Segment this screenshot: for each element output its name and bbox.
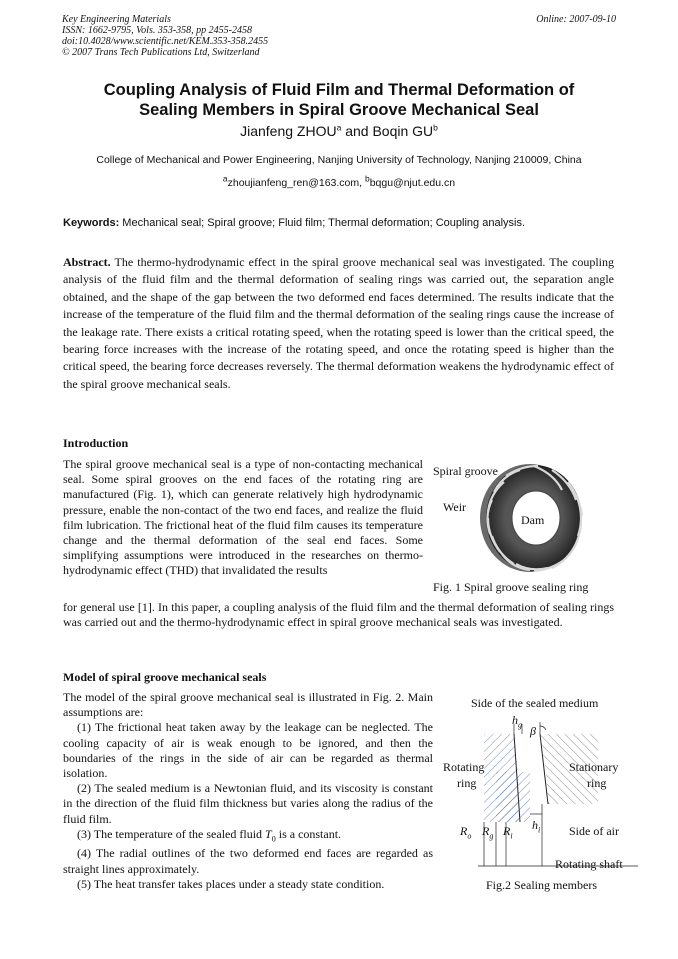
- paper-title: [0, 80, 678, 120]
- author-2: Boqin GU: [372, 123, 434, 139]
- model-paragraph-intro: The model of the spiral groove mechanical seal is illustrated in Fig. 2. Main assumptions are:: [63, 690, 433, 720]
- model-text: [63, 690, 433, 892]
- label-rotating-shaft: Rotating shaft: [555, 857, 623, 871]
- label-hi: [532, 818, 540, 834]
- assumption-3: [63, 827, 433, 847]
- authors: [0, 123, 678, 139]
- label-hg: [512, 713, 522, 729]
- figure-2: [443, 694, 648, 894]
- ri-symbol: R: [503, 824, 511, 838]
- author-joiner: and: [341, 123, 373, 139]
- affiliation: College of Mechanical and Power Engineering, Nanjing University of Technology, Nanjing 210009, China: [96, 154, 582, 166]
- email-2[interactable]: bqgu@njut.edu.cn: [369, 177, 456, 189]
- journal-name: Key Engineering Materials: [62, 14, 171, 25]
- issn-line: ISSN: 1662-9795, Vols. 353-358, pp 2455-2458: [62, 25, 252, 36]
- temperature-symbol: T: [265, 826, 272, 841]
- journal-header: [62, 14, 616, 58]
- assumption-3-end: is a constant.: [275, 826, 342, 841]
- label-rotating-1: Rotating: [443, 760, 485, 774]
- author-1-mark: a: [336, 122, 342, 133]
- label-stationary-1: Stationary: [569, 760, 619, 774]
- assumption-3-text: (3) The temperature of the sealed fluid: [77, 826, 266, 841]
- title-line-1: Coupling Analysis of Fluid Film and Thermal Deformation of: [103, 81, 575, 99]
- assumption-5: (5) The heat transfer takes places under a steady state condition.: [77, 876, 385, 891]
- hg-symbol: h: [512, 713, 518, 727]
- keywords-label: Keywords:: [63, 217, 120, 229]
- ri-subscript: i: [510, 831, 513, 841]
- label-sealed-medium: Side of the sealed medium: [471, 696, 599, 710]
- label-beta: β: [530, 724, 536, 738]
- keywords: [63, 217, 623, 229]
- author-1: Jianfeng ZHOU: [240, 123, 337, 139]
- title-line-2: Sealing Members in Spiral Groove Mechanical Seal: [139, 101, 539, 119]
- ro-subscript: o: [467, 831, 472, 841]
- label-rotating-2: ring: [457, 776, 477, 790]
- rg-symbol: R: [482, 824, 490, 838]
- assumption-1: (1) The frictional heat taken away by the leakage can be neglected. The cooling capacity of air is weak enough to be ignored, and then the boundaries of the rings in the side of air can be regarded as thermal isolation.: [63, 720, 433, 781]
- label-rg: [482, 824, 493, 840]
- ro-symbol: R: [460, 824, 468, 838]
- emails: [0, 173, 678, 189]
- assumption-4: (4) The radial outlines of the two deformed end faces are regarded as straight lines approximately.: [63, 846, 433, 876]
- label-spiral-groove: Spiral groove: [433, 464, 498, 478]
- label-dam: Dam: [521, 513, 545, 527]
- model-heading: Model of spiral groove mechanical seals: [63, 670, 267, 684]
- email-2-mark: b: [364, 173, 370, 184]
- author-2-mark: b: [433, 122, 438, 133]
- label-weir: Weir: [443, 500, 467, 514]
- email-1-mark: a: [222, 173, 228, 184]
- temperature-subscript: 0: [271, 834, 276, 844]
- intro-heading: Introduction: [63, 436, 129, 450]
- label-ri: [503, 824, 513, 840]
- doi-line: doi:10.4028/www.scientific.net/KEM.353-358.2455: [62, 36, 269, 47]
- spiral-groove-ring-image: [430, 460, 640, 600]
- label-stationary-2: ring: [587, 776, 607, 790]
- rg-subscript: g: [489, 831, 494, 841]
- email-1[interactable]: zhoujianfeng_ren@163.com,: [227, 177, 365, 189]
- hi-symbol: h: [532, 818, 538, 832]
- intro-paragraph-2: for general use [1]. In this paper, a coupling analysis of the fluid film and the thermal deformation of sealing rings was carried out and the thermo-hydrodynamic effect in spiral groove mechanical seals was investigated.: [63, 600, 614, 630]
- hg-subscript: g: [518, 720, 522, 730]
- abstract-text: The thermo-hydrodynamic effect in the spiral groove mechanical seal was investigated. The coupling analysis of the fluid film and the thermal deformation of sealing rings was carried out, the separation angle obtained, and the shape of the gap between the two deformed end faces determined. The results indicate that the increase of the temperature of the fluid film and the thermal deformation of the sealing rings cause the increase of the leakage rate. There exists a critical rotating speed, when the rotating speed is lower than the critical speed, the bearing force increases with the increase of the rotating speed, and once the rotating speed is higher than the critical speed, the bearing force decreases reversely. The thermal deformation weakens the hydrodynamic effect of the spiral groove mechanical seals.: [63, 255, 614, 391]
- hi-subscript: i: [538, 825, 541, 835]
- copyright-line: © 2007 Trans Tech Publications Ltd, Switzerland: [62, 47, 260, 58]
- label-ro: [460, 824, 471, 840]
- figure-1: [430, 460, 640, 600]
- label-side-of-air: Side of air: [569, 824, 619, 838]
- abstract: [63, 254, 614, 393]
- online-date: Online: 2007-09-10: [536, 14, 616, 25]
- figure-2-caption: Fig.2 Sealing members: [486, 878, 597, 892]
- assumption-2: (2) The sealed medium is a Newtonian fluid, and its viscosity is constant in the direction of the fluid film thickness but varies along the radius of the fluid film.: [63, 781, 433, 826]
- abstract-label: Abstract.: [63, 255, 111, 269]
- figure-1-caption: Fig. 1 Spiral groove sealing ring: [433, 580, 589, 594]
- intro-paragraph-1: The spiral groove mechanical seal is a type of non-contacting mechanical seal. Some spiral grooves on the end faces of the rotating ring are manufactured (Fig. 1), which can generate relatively high hydrodynamic pressure, enable the non-contact of the two end faces, and realize the fluid film lubrication. The frictional heat of the fluid film causes its temperature change and the thermal deformation of the seal end faces. Some simplifying assumptions were introduced in the researches on thermo-hydrodynamic effect (THD) that invalidated the results: [63, 457, 423, 578]
- keywords-text: Mechanical seal; Spiral groove; Fluid film; Thermal deformation; Coupling analysis.: [119, 217, 526, 229]
